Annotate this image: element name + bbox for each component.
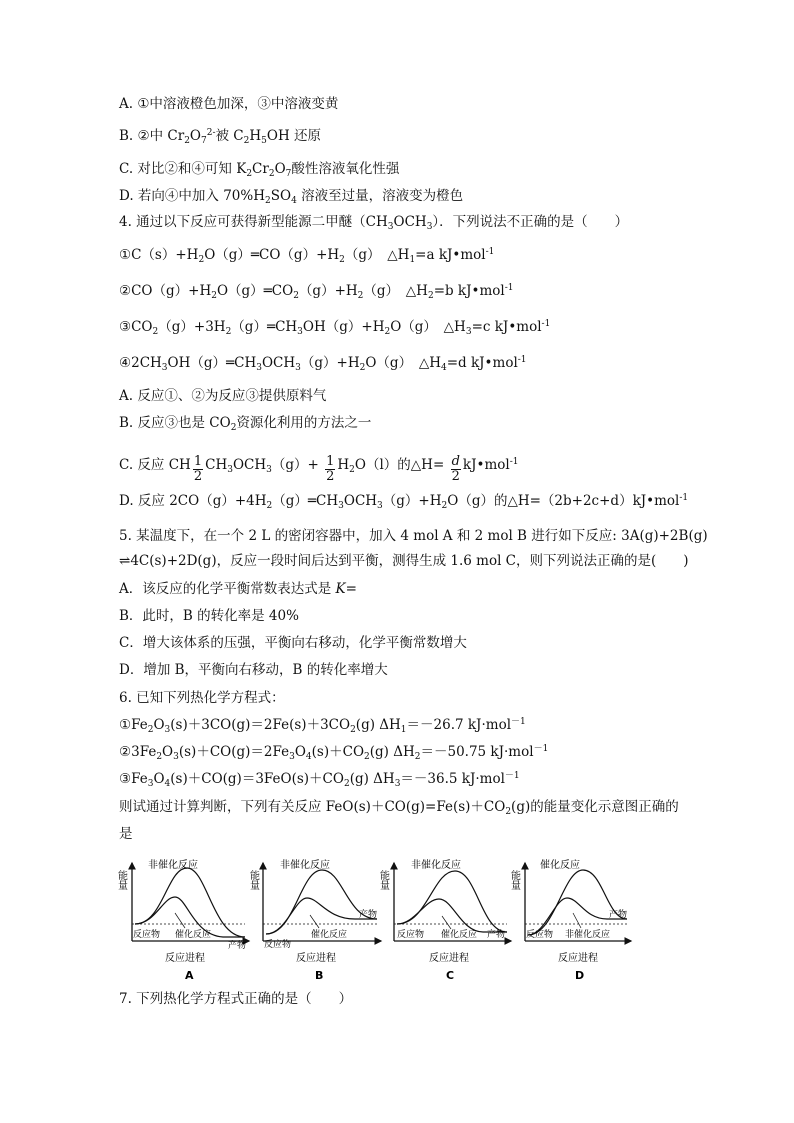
uncatalyzed-label: 非催化反应 — [280, 860, 330, 871]
panel-label-a: A — [185, 969, 194, 982]
uncatalyzed-label: 非催化反应 — [565, 930, 611, 940]
q6-reaction-3: $③Fe_3O_4(s)+CO(g)=3FeO(s)+CO_2(g)$ $\Delta H_3=-36.5$ kJ·mol$^{-1}$ — [119, 771, 520, 789]
energy-diagram-panel-b — [248, 858, 382, 982]
catalyzed-label: 催化反应 — [175, 930, 212, 940]
product-label: 产物 — [609, 910, 628, 920]
uncatalyzed-label: 非催化反应 — [148, 860, 198, 871]
energy-diagram-figures — [115, 853, 635, 983]
equilibrium-arrow-icon: ⇌ — [119, 553, 131, 569]
q4-option-d: D. 反应 $2CO(g)+4H_2(g)═CH_3OCH_3(g)+H_2O(g)$的△H=（2b+2c+d）kJ•mol$^{-1}$ — [119, 493, 689, 511]
x-axis-label: 反应进程 — [429, 953, 469, 964]
q4-option-c: C. 反应 CH $\frac{1}{2}$ $CH_3OCH_3(g)+$ $\frac{1}{2}$ $H_2O(l)$的△H= $\frac{d}{2}$ kJ•mol$^{-1}$ — [119, 454, 519, 484]
x-axis-label: 反应进程 — [165, 953, 205, 964]
q3-option-c: C. 对比②和④可知 $K_2Cr_2O_7$酸性溶液氧化性强 — [119, 161, 400, 179]
product-label: 产物 — [359, 910, 378, 920]
energy-diagram-panel-a — [116, 858, 250, 982]
q5-option-d: D．增加 B，平衡向右移动，B 的转化率增大 — [119, 662, 388, 678]
q3-option-a: A. ①中溶液橙色加深，③中溶液变黄 — [119, 96, 339, 112]
q4-reaction-3: $③CO_2(g)+3H_2(g)═CH_3OH(g)+H_2O(g)$ $\triangle H_3=c$ kJ•mol$^{-1}$ — [119, 319, 551, 337]
q4-reaction-4: $④2CH_3OH(g)═CH_3OCH_3(g)+H_2O(g)$ $\triangle H_4=d$ kJ•mol$^{-1}$ — [119, 355, 527, 373]
q5-stem-line-1: 5. 某温度下，在一个 2 L 的密闭容器中，加入 4 mol A 和 2 mol B 进行如下反应: 3A(g)+2B(g) — [119, 528, 708, 544]
x-axis-label: 反应进程 — [558, 953, 598, 964]
q5-option-c: C．增大该体系的压强，平衡向右移动，化学平衡常数增大 — [119, 635, 467, 651]
q4-stem: 4. 通过以下反应可获得新型能源二甲醚$(CH_3OCH_3)$．下列说法不正确的是（ ） — [119, 214, 629, 232]
catalyzed-label: 催化反应 — [441, 930, 478, 940]
q4-reaction-2: $②CO(g)+H_2O(g)═CO_2(g)+H_2(g)$ $\triangle H_2=b$ kJ•mol$^{-1}$ — [119, 283, 514, 301]
y-axis-label: 能量 — [377, 870, 389, 890]
reactant-label: 反应物 — [133, 930, 161, 940]
x-axis-label: 反应进程 — [296, 953, 336, 964]
fraction-d-over-2: $\frac{d}{2}$ — [451, 454, 460, 484]
fraction-half: $\frac{1}{2}$ — [193, 454, 203, 484]
panel-label-b: B — [315, 969, 324, 982]
q6-stem: 6. 已知下列热化学方程式： — [119, 690, 285, 706]
q4-option-b: B. 反应③也是 $CO_2$资源化利用的方法之一 — [119, 415, 372, 433]
y-axis-label: 能量 — [508, 870, 520, 890]
fraction-half: $\frac{1}{2}$ — [326, 454, 335, 484]
catalyzed-label: 催化反应 — [311, 930, 348, 940]
q6-question-line-2: 是 — [119, 826, 133, 842]
reactant-label: 反应物 — [397, 930, 425, 940]
energy-diagram-panel-c — [378, 858, 512, 982]
panel-label-d: D — [575, 969, 585, 982]
q5-option-b: B．此时，B 的转化率是 40% — [119, 608, 299, 624]
y-axis-label: 能量 — [115, 870, 127, 890]
q5-option-a: A．该反应的化学平衡常数表达式是 K= — [119, 581, 357, 597]
q4-reaction-1: $①C(s)+H_2O(g)═CO(g)+H_2(g)$ $\triangle H_1=a$ kJ•mol$^{-1}$ — [119, 247, 495, 265]
uncatalyzed-label: 非催化反应 — [411, 860, 461, 871]
product-label: 产物 — [228, 941, 247, 951]
q7-stem: 7. 下列热化学方程式正确的是（ ） — [119, 991, 353, 1007]
q3-option-d: D. 若向④中加入 $70\%H_2SO_4$ 溶液至过量，溶液变为橙色 — [119, 188, 464, 206]
y-axis-label: 能量 — [247, 870, 259, 890]
reactant-label: 反应物 — [526, 930, 554, 940]
reactant-label: 反应物 — [264, 940, 292, 950]
panel-label-c: C — [446, 969, 455, 982]
q6-reaction-1: $①Fe_2O_3(s)+3CO(g)=2Fe(s)+3CO_2(g)$ $\Delta H_1=-26.7$ kJ·mol$^{-1}$ — [119, 717, 526, 735]
product-label: 产物 — [487, 930, 506, 940]
energy-diagram-panel-d — [509, 858, 632, 982]
q6-reaction-2: $②3Fe_2O_3(s)+CO(g)=2Fe_3O_4(s)+CO_2(g)$ $\Delta H_2=-50.75$ kJ·mol$^{-1}$ — [119, 744, 549, 762]
q4-option-a: A. 反应①、②为反应③提供原料气 — [119, 388, 327, 404]
q3-option-b: B. ②中 $Cr_2O_7^{2-}$被 $C_2H_5OH$ 还原 — [119, 128, 322, 146]
q6-question-line-1: 则试通过计算判断，下列有关反应 $FeO(s)+CO(g)=Fe(s)+CO_2(g)$的能量变化示意图正确的 — [119, 799, 679, 817]
q5-stem-line-2: ⇌4C(s)+2D(g)，反应一段时间后达到平衡，测得生成 1.6 mol C，则下列说法正确的是( ) — [119, 553, 689, 569]
catalyzed-label: 催化反应 — [540, 860, 580, 871]
